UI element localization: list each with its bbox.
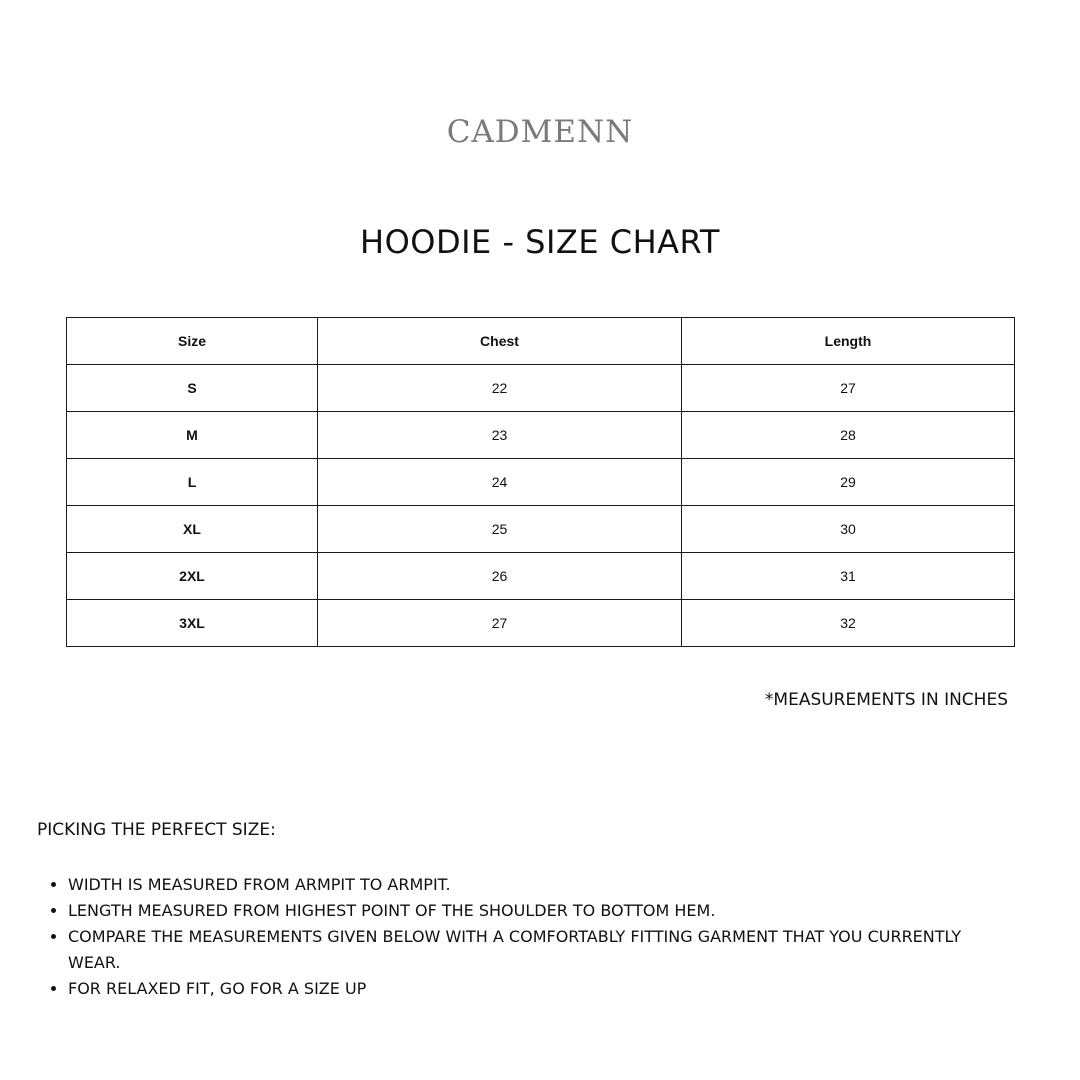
size-cell: 2XL <box>67 553 318 600</box>
chest-cell: 24 <box>318 459 682 506</box>
header-length: Length <box>682 318 1015 365</box>
table-row <box>67 459 1015 506</box>
list-item: • WIDTH IS MEASURED FROM ARMPIT TO ARMPIT. <box>68 872 998 898</box>
length-cell: 31 <box>682 553 1015 600</box>
brand-logo-text: CADMENN <box>446 114 634 150</box>
chest-cell: 22 <box>318 365 682 412</box>
size-cell: M <box>67 412 318 459</box>
table-row <box>67 600 1015 647</box>
measurement-unit-note: *MEASUREMENTS IN INCHES <box>764 690 1008 710</box>
size-cell: 3XL <box>67 600 318 647</box>
size-cell: L <box>67 459 318 506</box>
chest-cell: 27 <box>318 600 682 647</box>
chest-cell: 23 <box>318 412 682 459</box>
size-cell: S <box>67 365 318 412</box>
chest-cell: 25 <box>318 506 682 553</box>
table-header-row <box>67 318 1015 365</box>
table-row <box>67 365 1015 412</box>
sizing-tips-list <box>37 872 998 1002</box>
table-row <box>67 506 1015 553</box>
list-item: • LENGTH MEASURED FROM HIGHEST POINT OF THE SHOULDER TO BOTTOM HEM. <box>68 898 998 924</box>
header-chest: Chest <box>318 318 682 365</box>
list-item: • FOR RELAXED FIT, GO FOR A SIZE UP <box>68 976 998 1002</box>
length-cell: 28 <box>682 412 1015 459</box>
size-cell: XL <box>67 506 318 553</box>
length-cell: 30 <box>682 506 1015 553</box>
chest-cell: 26 <box>318 553 682 600</box>
table-row <box>67 412 1015 459</box>
length-cell: 29 <box>682 459 1015 506</box>
header-size: Size <box>67 318 318 365</box>
size-chart-table <box>66 317 1015 647</box>
page-title: HOODIE - SIZE CHART <box>360 223 720 261</box>
length-cell: 27 <box>682 365 1015 412</box>
length-cell: 32 <box>682 600 1015 647</box>
list-item: • COMPARE THE MEASUREMENTS GIVEN BELOW WITH A COMFORTABLY FITTING GARMENT THAT YOU CURRENTLY WEAR. <box>68 924 998 976</box>
table-row <box>67 553 1015 600</box>
sizing-tips-heading: PICKING THE PERFECT SIZE: <box>37 820 276 840</box>
